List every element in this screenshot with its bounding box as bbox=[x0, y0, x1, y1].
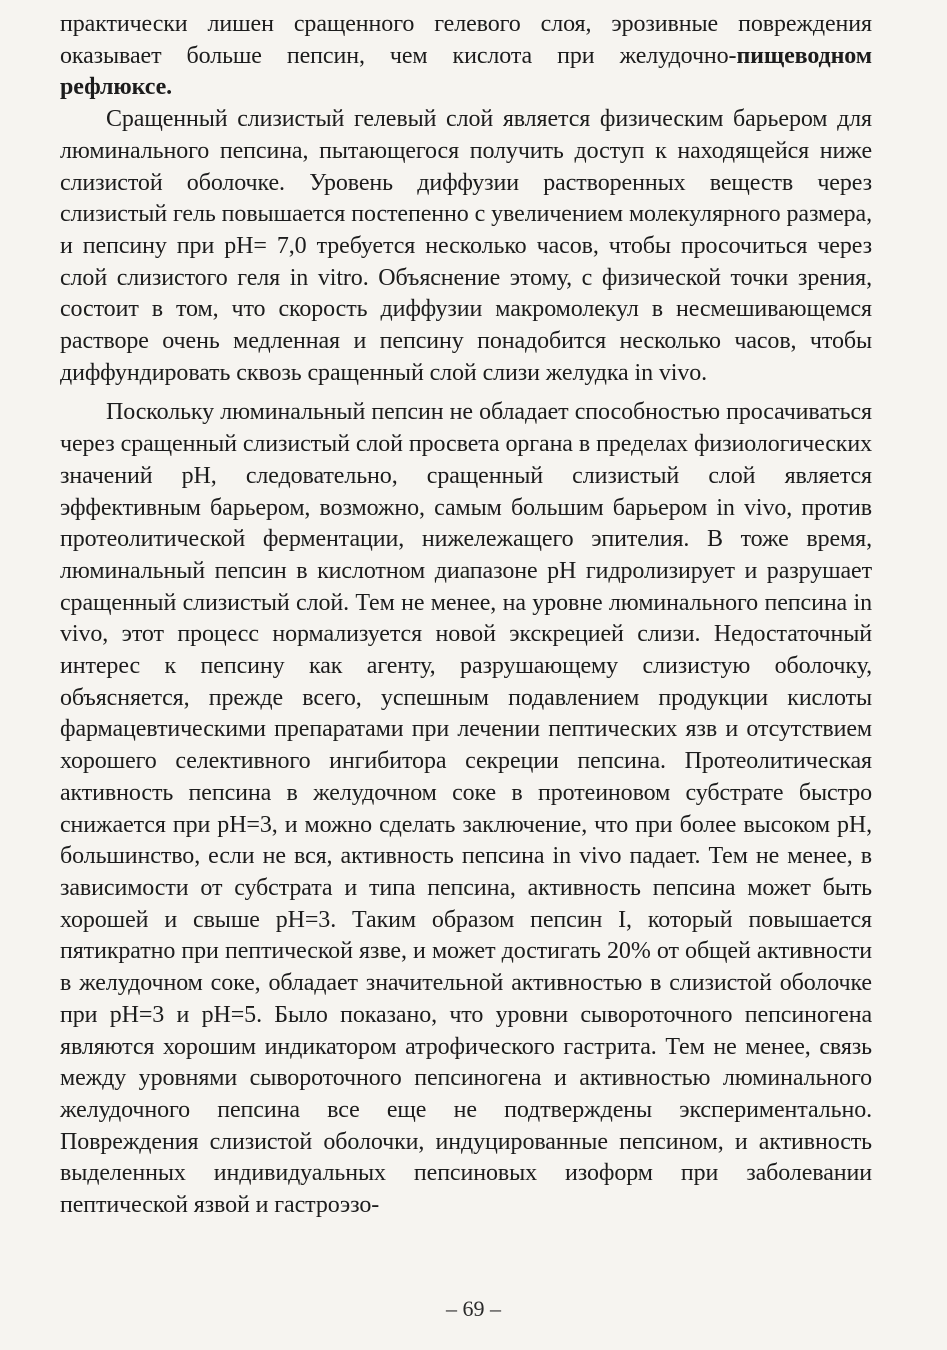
page-body-text bbox=[60, 9, 872, 1222]
paragraph-1 bbox=[60, 9, 872, 104]
paragraph-3: Поскольку люминальный пепсин не обладает способностью просачиваться через сращенный слизистый слой просвета органа в пределах физиологических значений pH, следовательно, сращенный слизистый слой является эффективным барьером, возможно, самым большим барьером in vivo, против протеолитической ферментации, нижележащего эпителия. В тоже время, люминальный пепсин в кислотном диапазоне pH гидролизирует и разрушает сращенный слизистый слой. Тем не менее, на уровне люминального пепсина in vivo, этот процесс нормализуется новой экскрецией слизи. Недостаточный интерес к пепсину как агенту, разрушающему слизистую оболочку, объясняется, прежде всего, успешным подавлением продукции кислоты фармацевтическими препаратами при лечении пептических язв и отсутствием хорошего селективного ингибитора секреции пепсина. Протеолитическая активность пепсина в желудочном соке в протеиновом субстрате быстро снижается при pH=3, и можно сделать заключение, что при более высоком pH, большинство, если не вся, активность пепсина in vivo падает. Тем не менее, в зависимости от субстрата и типа пепсина, активность пепсина может быть хорошей и свыше pH=3. Таким образом пепсин I, который повышается пятикратно при пептической язве, и может достигать 20% от общей активности в желудочном соке, обладает значительной активностью в слизистой оболочке при pH=3 и pH=5. Было показано, что уровни сывороточного пепсиногена являются хорошим индикатором атрофического гастрита. Тем не менее, связь между уровнями сывороточного пепсиногена и активностью люминального желудочного пепсина все еще не подтверждены экспериментально. Повреждения слизистой оболочки, индуцированные пепсином, и активность выделенных индивидуальных пепсиновых изоформ при заболевании пептической язвой и гастроэзо- bbox=[60, 399, 872, 1219]
paragraph-2: Сращенный слизистый гелевый слой является физическим барьером для люминального пепсина, пытающегося получить доступ к находящейся ниже слизистой оболочке. Уровень диффузии растворенных веществ через слизистый гель повышается постепенно с увеличением молекулярного размера, и пепсину при pH= 7,0 требуется несколько часов, чтобы просочиться через слой слизистого геля in vitro. Объяснение этому, с физической точки зрения, состоит в том, что скорость диффузии макромолекул в несмешивающемся растворе очень медленная и пепсину понадобится несколько часов, чтобы диффундировать сквозь сращенный слой слизи желудка in vivo. bbox=[60, 106, 872, 386]
paragraph-1-bold-term: пищеводном рефлюксе. bbox=[60, 42, 872, 101]
page-number: – 69 – bbox=[446, 1296, 501, 1321]
paragraph-1-text: практически лишен сращенного гелевого слоя, эрозивные повреждения оказывает больше пепсин, чем кислота при желудочно- bbox=[60, 11, 872, 69]
